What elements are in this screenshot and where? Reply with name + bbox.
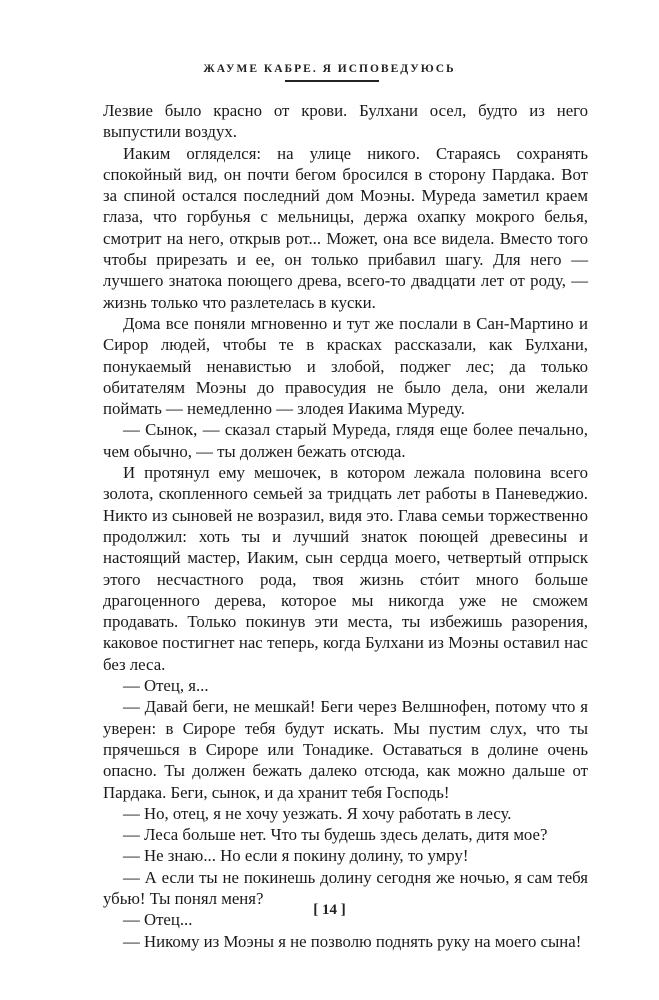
- dialogue-line: — Сынок, — сказал старый Муреда, глядя еще более печально, чем обычно, — ты должен бежать отсюда.: [103, 420, 588, 461]
- paragraph: Дома все поняли мгновенно и тут же послали в Сан-Мартино и Сирор людей, чтобы те в красках рассказали, как Булхани, понукаемый ненавистью и злобой, поджег лес; да только обитателям Моэны до правосудия не было дела, они желали поймать — немедленно — злодея Иакима Муреду.: [103, 313, 588, 419]
- dialogue-line: — Отец, я...: [123, 676, 209, 696]
- body-text: [103, 100, 588, 952]
- dialogue-line: — А если ты не покинешь долину сегодня же ночью, я сам тебя убью! Ты понял меня?: [103, 867, 588, 908]
- page-number: [ 14 ]: [313, 902, 346, 918]
- dialogue-line: — Не знаю... Но если я покину долину, то умру!: [123, 846, 469, 866]
- dialogue-line: — Отец...: [123, 910, 193, 930]
- header-rule: [285, 80, 379, 82]
- running-header: ЖАУМЕ КАБРЕ. Я ИСПОВЕДУЮСЬ: [203, 63, 456, 75]
- paragraph: Иаким огляделся: на улице никого. Стараясь сохранять спокойный вид, он почти бегом бросился в сторону Пардака. Вот за спиной остался последний дом Моэны. Муреда заметил краем глаза, что горбунья с мельницы, держа охапку мокрого белья, смотрит на него, открыв рот... Может, она все видела. Вместо того чтобы прирезать и ее, он только прибавил шагу. Для него — лучшего знатока поющего древа, всего-то двадцати лет от роду, — жизнь только что разлетелась в куски.: [103, 143, 588, 312]
- paragraph: Лезвие было красно от крови. Булхани осел, будто из него выпустили воздух.: [103, 101, 588, 142]
- dialogue-line: — Давай беги, не мешкай! Беги через Велшнофен, потому что я уверен: в Сироре тебя будут искать. Мы пустим слух, что ты прячешься в Сироре или Тонадике. Оставаться в долине очень опасно. Ты должен бежать далеко отсюда, как можно дальше от Пардака. Беги, сынок, и да хранит тебя Господь!: [103, 697, 588, 802]
- dialogue-line: — Леса больше нет. Что ты будешь здесь делать, дитя мое?: [123, 825, 548, 845]
- paragraph: И протянул ему мешочек, в котором лежала половина всего золота, скопленного семьей за тридцать лет работы в Паневеджио. Никто из сыновей не возразил, видя это. Глава семьи торжественно продолжил: хоть ты и лучший знаток поющей древесины и настоящий мастер, Иаким, сын сердца моего, четвертый отпрыск этого несчастного рода, твоя жизнь стóит много больше драгоценного дерева, которое мы никогда уже не сможем продавать. Только покинув эти места, ты избежишь разорения, каковое постигнет нас теперь, когда Булхани из Моэны оставил нас без леса.: [103, 463, 588, 674]
- dialogue-line: — Никому из Моэны я не позволю поднять руку на моего сына!: [123, 931, 582, 951]
- dialogue-line: — Но, отец, я не хочу уезжать. Я хочу работать в лесу.: [123, 803, 512, 823]
